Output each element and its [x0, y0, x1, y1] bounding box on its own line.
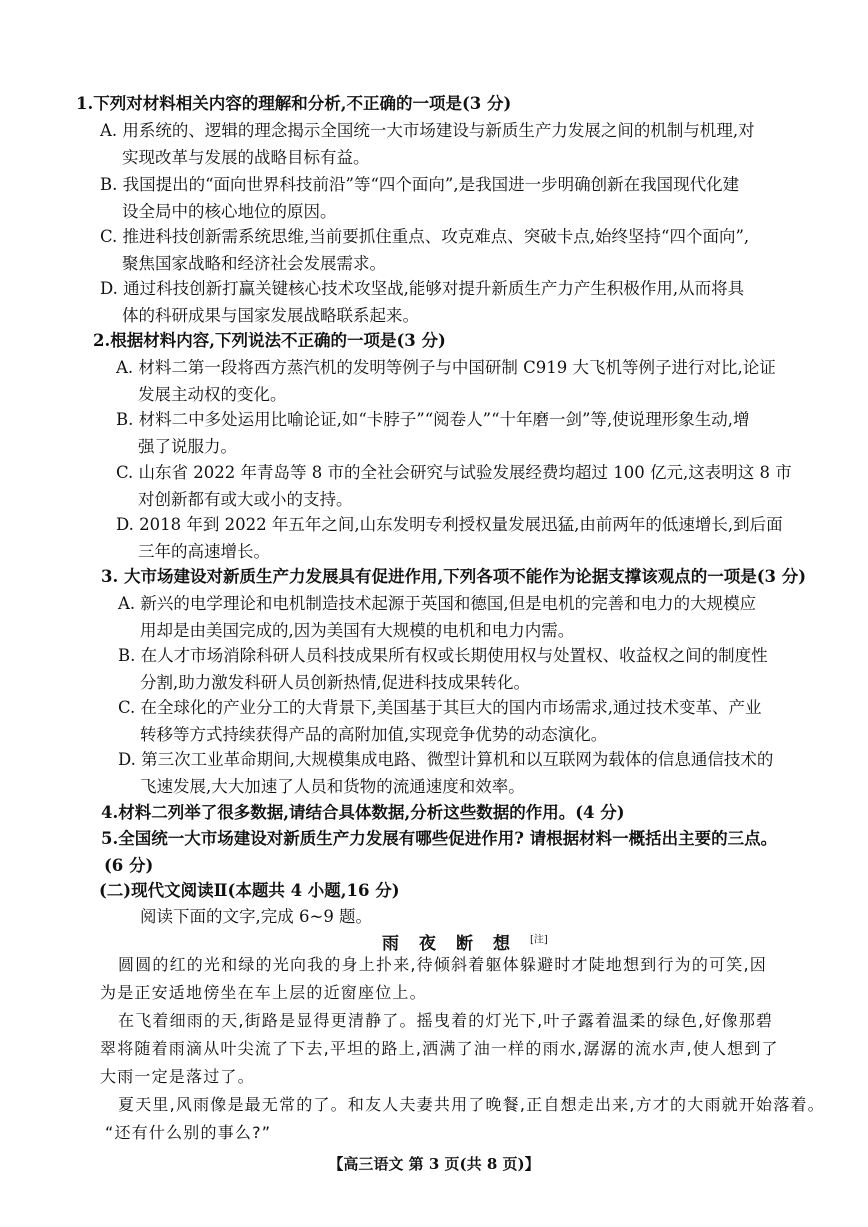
q5-stem-line1: 5.全国统一大市场建设对新质生产力发展有哪些促进作用? 请根据材料一概括出主要的三点。	[101, 829, 778, 848]
q4-stem: 4.材料二列举了很多数据,请结合具体数据,分析这些数据的作用。(4 分)	[101, 803, 625, 822]
story-p4: “还有什么别的事么?”	[105, 1123, 272, 1142]
reading-instruction: 阅读下面的文字,完成 6~9 题。	[140, 907, 373, 926]
q2-option-b-line1: B. 材料二中多处运用比喻论证,如“卡脖子”“阅卷人”“十年磨一剑”等,使说理形象生动,增	[116, 410, 750, 429]
q2-option-d-line1: D. 2018 年到 2022 年五年之间,山东发明专利授权量发展迅猛,由前两年的低速增长,到后面	[116, 515, 783, 534]
q2-option-c-line2: 对创新都有或大或小的支持。	[138, 490, 353, 509]
section-heading: (二)现代文阅读Ⅱ(本题共 4 小题,16 分)	[99, 881, 400, 900]
q2-option-a-line1: A. 材料二第一段将西方蒸汽机的发明等例子与中国研制 C919 大飞机等例子进行对比,论证	[116, 358, 776, 377]
q1-option-c-line2: 聚焦国家战略和经济社会发展需求。	[122, 254, 386, 273]
story-p3: 夏天里,风雨像是最无常的了。和友人夫妻共用了晚餐,正自想走出来,方才的大雨就开始落着。	[118, 1095, 825, 1114]
story-p2-line3: 大雨一定是落过了。	[100, 1067, 255, 1086]
q1-option-b-line1: B. 我国提出的“面向世界科技前沿”等“四个面向”,是我国进一步明确创新在我国现代化建	[100, 175, 740, 194]
q2-option-d-line2: 三年的高速增长。	[138, 542, 270, 561]
story-p2-line1: 在飞着细雨的天,街路是显得更清静了。摇曳着的灯光下,叶子露着温柔的绿色,好像那碧	[118, 1011, 774, 1030]
q2-stem: 2.根据材料内容,下列说法不正确的一项是(3 分)	[93, 331, 446, 350]
q1-option-a-line2: 实现改革与发展的战略目标有益。	[122, 148, 370, 167]
q1-option-b-line2: 设全局中的核心地位的原因。	[122, 202, 337, 221]
q5-stem-line2: (6 分)	[104, 856, 154, 875]
q3-option-a-line1: A. 新兴的电学理论和电机制造技术起源于英国和德国,但是电机的完善和电力的大规模应	[118, 594, 757, 613]
q1-option-a-line1: A. 用系统的、逻辑的理念揭示全国统一大市场建设与新质生产力发展之间的机制与机理,对	[100, 121, 755, 140]
q3-option-b-line2: 分割,助力激发科研人员创新热情,促进科技成果转化。	[140, 673, 530, 692]
page-footer: 【高三语文 第 3 页(共 8 页)】	[328, 1155, 540, 1173]
q3-stem: 3. 大市场建设对新质生产力发展具有促进作用,下列各项不能作为论据支撑该观点的一项是(3 分)	[101, 567, 807, 586]
q1-option-d-line2: 体的科研成果与国家发展战略联系起来。	[122, 306, 419, 325]
story-title-note: [注]	[530, 934, 548, 946]
q2-option-c-line1: C. 山东省 2022 年青岛等 8 市的全社会研究与试验发展经费均超过 100 亿元,这表明这 8 市	[116, 463, 792, 482]
q3-option-d-line2: 飞速发展,大大加速了人员和货物的流通速度和效率。	[140, 777, 525, 796]
q3-option-b-line1: B. 在人才市场消除科研人员科技成果所有权或长期使用权与处置权、收益权之间的制度性	[118, 646, 768, 665]
q1-option-c-line1: C. 推进科技创新需系统思维,当前要抓住重点、攻克难点、突破卡点,始终坚持“四个面向”,	[100, 227, 750, 246]
q3-option-c-line2: 转移等方式持续获得产品的高附加值,实现竞争优势的动态演化。	[140, 725, 608, 744]
q2-option-a-line2: 发展主动权的变化。	[138, 385, 287, 404]
story-p1-line1: 圆圆的红的光和绿的光向我的身上扑来,待倾斜着躯体躲避时才陡地想到行为的可笑,因	[118, 955, 767, 974]
q1-option-d-line1: D. 通过科技创新打赢关键核心技术攻坚战,能够对提升新质生产力产生积极作用,从而将具	[100, 279, 745, 298]
story-p2-line2: 翠将随着雨滴从叶尖流了下去,平坦的路上,洒满了油一样的雨水,潺潺的流水声,使人想到了	[100, 1039, 779, 1058]
q3-option-c-line1: C. 在全球化的产业分工的大背景下,美国基于其巨大的国内市场需求,通过技术变革、产业	[118, 698, 762, 717]
q1-stem: 1.下列对材料相关内容的理解和分析,不正确的一项是(3 分)	[76, 94, 512, 113]
story-title-text: 雨夜断想	[382, 934, 530, 954]
q3-option-d-line1: D. 第三次工业革命期间,大规模集成电路、微型计算机和以互联网为载体的信息通信技术的	[118, 750, 774, 769]
q3-option-a-line2: 用却是由美国完成的,因为美国有大规模的电机和电力内需。	[140, 621, 575, 640]
q2-option-b-line2: 强了说服力。	[138, 437, 237, 456]
story-p1-line2: 为是正安适地傍坐在车上层的近窗座位上。	[100, 983, 427, 1002]
